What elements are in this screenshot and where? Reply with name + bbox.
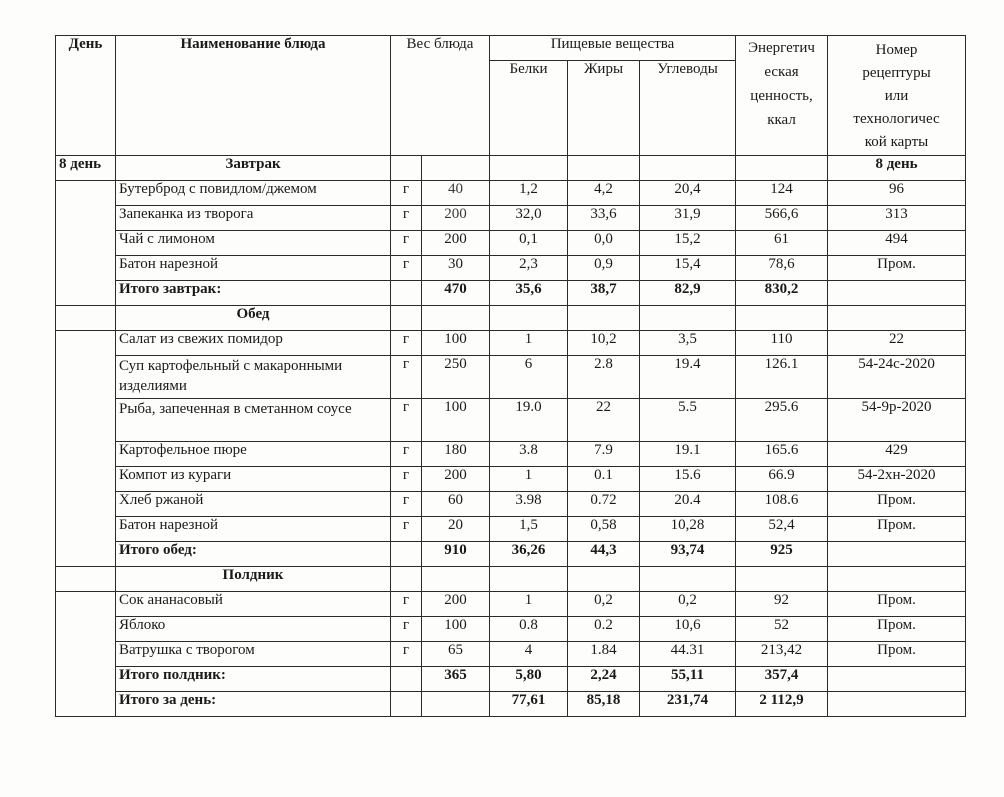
- table-row: [56, 231, 966, 256]
- recipe-number: 429: [828, 442, 966, 467]
- header-recipe-line: рецептуры: [862, 65, 931, 81]
- carbs: 31,9: [640, 206, 736, 231]
- recipe-number: 96: [828, 181, 966, 206]
- unit: г: [391, 467, 422, 492]
- recipe-number: Пром.: [828, 517, 966, 542]
- kcal: 108.6: [736, 492, 828, 517]
- table-row: [56, 517, 966, 542]
- fat: 4,2: [568, 181, 640, 206]
- kcal: 66.9: [736, 467, 828, 492]
- day-cell: [56, 331, 116, 567]
- unit: г: [391, 642, 422, 667]
- total-fat: 38,7: [568, 281, 640, 306]
- recipe-number: Пром.: [828, 256, 966, 281]
- table-row: [56, 331, 966, 356]
- total-protein: 35,6: [490, 281, 568, 306]
- carbs: 20,4: [640, 181, 736, 206]
- recipe-number: 54-9р-2020: [828, 399, 966, 442]
- dish-name: Компот из кураги: [116, 467, 391, 492]
- weight: 65: [422, 642, 490, 667]
- kcal: 92: [736, 592, 828, 617]
- weight: 40: [422, 181, 490, 206]
- carbs: 3,5: [640, 331, 736, 356]
- day-total-protein: 77,61: [490, 692, 568, 717]
- fat: 0,58: [568, 517, 640, 542]
- protein: 0,1: [490, 231, 568, 256]
- weight: 100: [422, 399, 490, 442]
- unit: г: [391, 331, 422, 356]
- unit: г: [391, 492, 422, 517]
- total-row-lunch: [56, 542, 966, 567]
- header-energy-line: ценность,: [750, 88, 813, 104]
- kcal: 566,6: [736, 206, 828, 231]
- header-weight: Вес блюда: [391, 36, 490, 156]
- table-header-row-1: [56, 36, 966, 61]
- carbs: 15.6: [640, 467, 736, 492]
- dish-name: Суп картофельный с макаронными изделиями: [116, 356, 391, 399]
- protein: 0.8: [490, 617, 568, 642]
- fat: 0.1: [568, 467, 640, 492]
- carbs: 10,28: [640, 517, 736, 542]
- table-row: [56, 642, 966, 667]
- total-kcal: 830,2: [736, 281, 828, 306]
- recipe-number: 54-2хн-2020: [828, 467, 966, 492]
- protein: 1: [490, 592, 568, 617]
- recipe-number: Пром.: [828, 592, 966, 617]
- protein: 1: [490, 467, 568, 492]
- header-recipe-line: или: [884, 88, 909, 104]
- day-total-label: Итого за день:: [116, 692, 391, 717]
- carbs: 20.4: [640, 492, 736, 517]
- dish-name: Салат из свежих помидор: [116, 331, 391, 356]
- header-recipe-line: кой карты: [864, 134, 929, 150]
- total-fat: 2,24: [568, 667, 640, 692]
- header-dish: Наименование блюда: [116, 36, 391, 156]
- carbs: 0,2: [640, 592, 736, 617]
- total-row-snack: [56, 667, 966, 692]
- total-label: Итого завтрак:: [116, 281, 391, 306]
- dish-name: Картофельное пюре: [116, 442, 391, 467]
- section-title-breakfast: Завтрак: [116, 156, 391, 181]
- total-carbs: 82,9: [640, 281, 736, 306]
- unit: г: [391, 399, 422, 442]
- table-row: [56, 181, 966, 206]
- unit: г: [391, 617, 422, 642]
- section-title-snack: Полдник: [116, 567, 391, 592]
- fat: 0,2: [568, 592, 640, 617]
- unit: г: [391, 592, 422, 617]
- menu-table: [55, 35, 966, 717]
- section-row-breakfast: [56, 156, 966, 181]
- kcal: 213,42: [736, 642, 828, 667]
- protein: 2,3: [490, 256, 568, 281]
- protein: 4: [490, 642, 568, 667]
- total-row-breakfast: [56, 281, 966, 306]
- table-row: [56, 399, 966, 442]
- day-label-right: 8 день: [828, 156, 966, 181]
- carbs: 19.4: [640, 356, 736, 399]
- protein: 32,0: [490, 206, 568, 231]
- fat: 0.72: [568, 492, 640, 517]
- day-total-fat: 85,18: [568, 692, 640, 717]
- weight: 200: [422, 467, 490, 492]
- total-protein: 36,26: [490, 542, 568, 567]
- weight: 200: [422, 206, 490, 231]
- fat: 0,9: [568, 256, 640, 281]
- total-carbs: 55,11: [640, 667, 736, 692]
- header-recipe-line: технологичес: [853, 111, 940, 127]
- header-recipe-line: Номер: [875, 42, 918, 58]
- day-total-kcal: 2 112,9: [736, 692, 828, 717]
- total-kcal: 357,4: [736, 667, 828, 692]
- dish-name: Хлеб ржаной: [116, 492, 391, 517]
- carbs: 19.1: [640, 442, 736, 467]
- dish-name: Яблоко: [116, 617, 391, 642]
- table-row: [56, 356, 966, 399]
- unit: г: [391, 256, 422, 281]
- weight: 20: [422, 517, 490, 542]
- kcal: 295.6: [736, 399, 828, 442]
- fat: 0.2: [568, 617, 640, 642]
- recipe-number: 22: [828, 331, 966, 356]
- weight: 30: [422, 256, 490, 281]
- day-cell: [56, 181, 116, 306]
- total-kcal: 925: [736, 542, 828, 567]
- kcal: 52,4: [736, 517, 828, 542]
- dish-name: Рыба, запеченная в сметанном соусе: [116, 399, 391, 442]
- section-row-snack: [56, 567, 966, 592]
- weight: 200: [422, 592, 490, 617]
- fat: 1.84: [568, 642, 640, 667]
- section-row-lunch: [56, 306, 966, 331]
- kcal: 126.1: [736, 356, 828, 399]
- unit: г: [391, 206, 422, 231]
- weight: 250: [422, 356, 490, 399]
- header-recipe: [828, 36, 966, 156]
- unit: г: [391, 517, 422, 542]
- weight: 100: [422, 331, 490, 356]
- total-fat: 44,3: [568, 542, 640, 567]
- table-row: [56, 467, 966, 492]
- fat: 0,0: [568, 231, 640, 256]
- header-energy-line: ккал: [767, 112, 796, 128]
- carbs: 15,4: [640, 256, 736, 281]
- unit: г: [391, 442, 422, 467]
- protein: 3.8: [490, 442, 568, 467]
- table-row: [56, 492, 966, 517]
- carbs: 5.5: [640, 399, 736, 442]
- table-row: [56, 442, 966, 467]
- header-protein: Белки: [490, 61, 568, 156]
- recipe-number: Пром.: [828, 617, 966, 642]
- protein: 1,2: [490, 181, 568, 206]
- kcal: 78,6: [736, 256, 828, 281]
- total-label: Итого полдник:: [116, 667, 391, 692]
- total-row-day: [56, 692, 966, 717]
- recipe-number: 54-24с-2020: [828, 356, 966, 399]
- carbs: 10,6: [640, 617, 736, 642]
- recipe-number: 313: [828, 206, 966, 231]
- kcal: 61: [736, 231, 828, 256]
- recipe-number: 494: [828, 231, 966, 256]
- dish-name: Запеканка из творога: [116, 206, 391, 231]
- fat: 10,2: [568, 331, 640, 356]
- unit: г: [391, 231, 422, 256]
- dish-name: Ватрушка с творогом: [116, 642, 391, 667]
- day-cell: [56, 592, 116, 717]
- weight: 60: [422, 492, 490, 517]
- header-carbs: Углеводы: [640, 61, 736, 156]
- protein: 1: [490, 331, 568, 356]
- header-energy-line: еская: [764, 64, 799, 80]
- kcal: 165.6: [736, 442, 828, 467]
- weight: 180: [422, 442, 490, 467]
- fat: 2.8: [568, 356, 640, 399]
- total-weight: 365: [422, 667, 490, 692]
- protein: 3.98: [490, 492, 568, 517]
- protein: 19.0: [490, 399, 568, 442]
- total-carbs: 93,74: [640, 542, 736, 567]
- carbs: 15,2: [640, 231, 736, 256]
- weight: 200: [422, 231, 490, 256]
- unit: г: [391, 181, 422, 206]
- dish-name: Батон нарезной: [116, 517, 391, 542]
- weight: 100: [422, 617, 490, 642]
- protein: 6: [490, 356, 568, 399]
- kcal: 110: [736, 331, 828, 356]
- kcal: 52: [736, 617, 828, 642]
- fat: 7.9: [568, 442, 640, 467]
- kcal: 124: [736, 181, 828, 206]
- header-nutrients: Пищевые вещества: [490, 36, 736, 61]
- day-label: 8 день: [56, 156, 116, 181]
- section-title-lunch: Обед: [116, 306, 391, 331]
- header-day: День: [56, 36, 116, 156]
- header-energy-line: Энергетич: [748, 40, 815, 56]
- unit: г: [391, 356, 422, 399]
- table-row: [56, 256, 966, 281]
- recipe-number: Пром.: [828, 642, 966, 667]
- recipe-number: Пром.: [828, 492, 966, 517]
- dish-name: Чай с лимоном: [116, 231, 391, 256]
- dish-name: Бутерброд с повидлом/джемом: [116, 181, 391, 206]
- protein: 1,5: [490, 517, 568, 542]
- dish-name: Батон нарезной: [116, 256, 391, 281]
- table-row: [56, 617, 966, 642]
- fat: 33,6: [568, 206, 640, 231]
- table-row: [56, 206, 966, 231]
- carbs: 44.31: [640, 642, 736, 667]
- dish-name: Сок ананасовый: [116, 592, 391, 617]
- header-fat: Жиры: [568, 61, 640, 156]
- fat: 22: [568, 399, 640, 442]
- total-protein: 5,80: [490, 667, 568, 692]
- total-weight: 910: [422, 542, 490, 567]
- total-label: Итого обед:: [116, 542, 391, 567]
- header-energy: [736, 36, 828, 156]
- table-row: [56, 592, 966, 617]
- total-weight: 470: [422, 281, 490, 306]
- day-total-carbs: 231,74: [640, 692, 736, 717]
